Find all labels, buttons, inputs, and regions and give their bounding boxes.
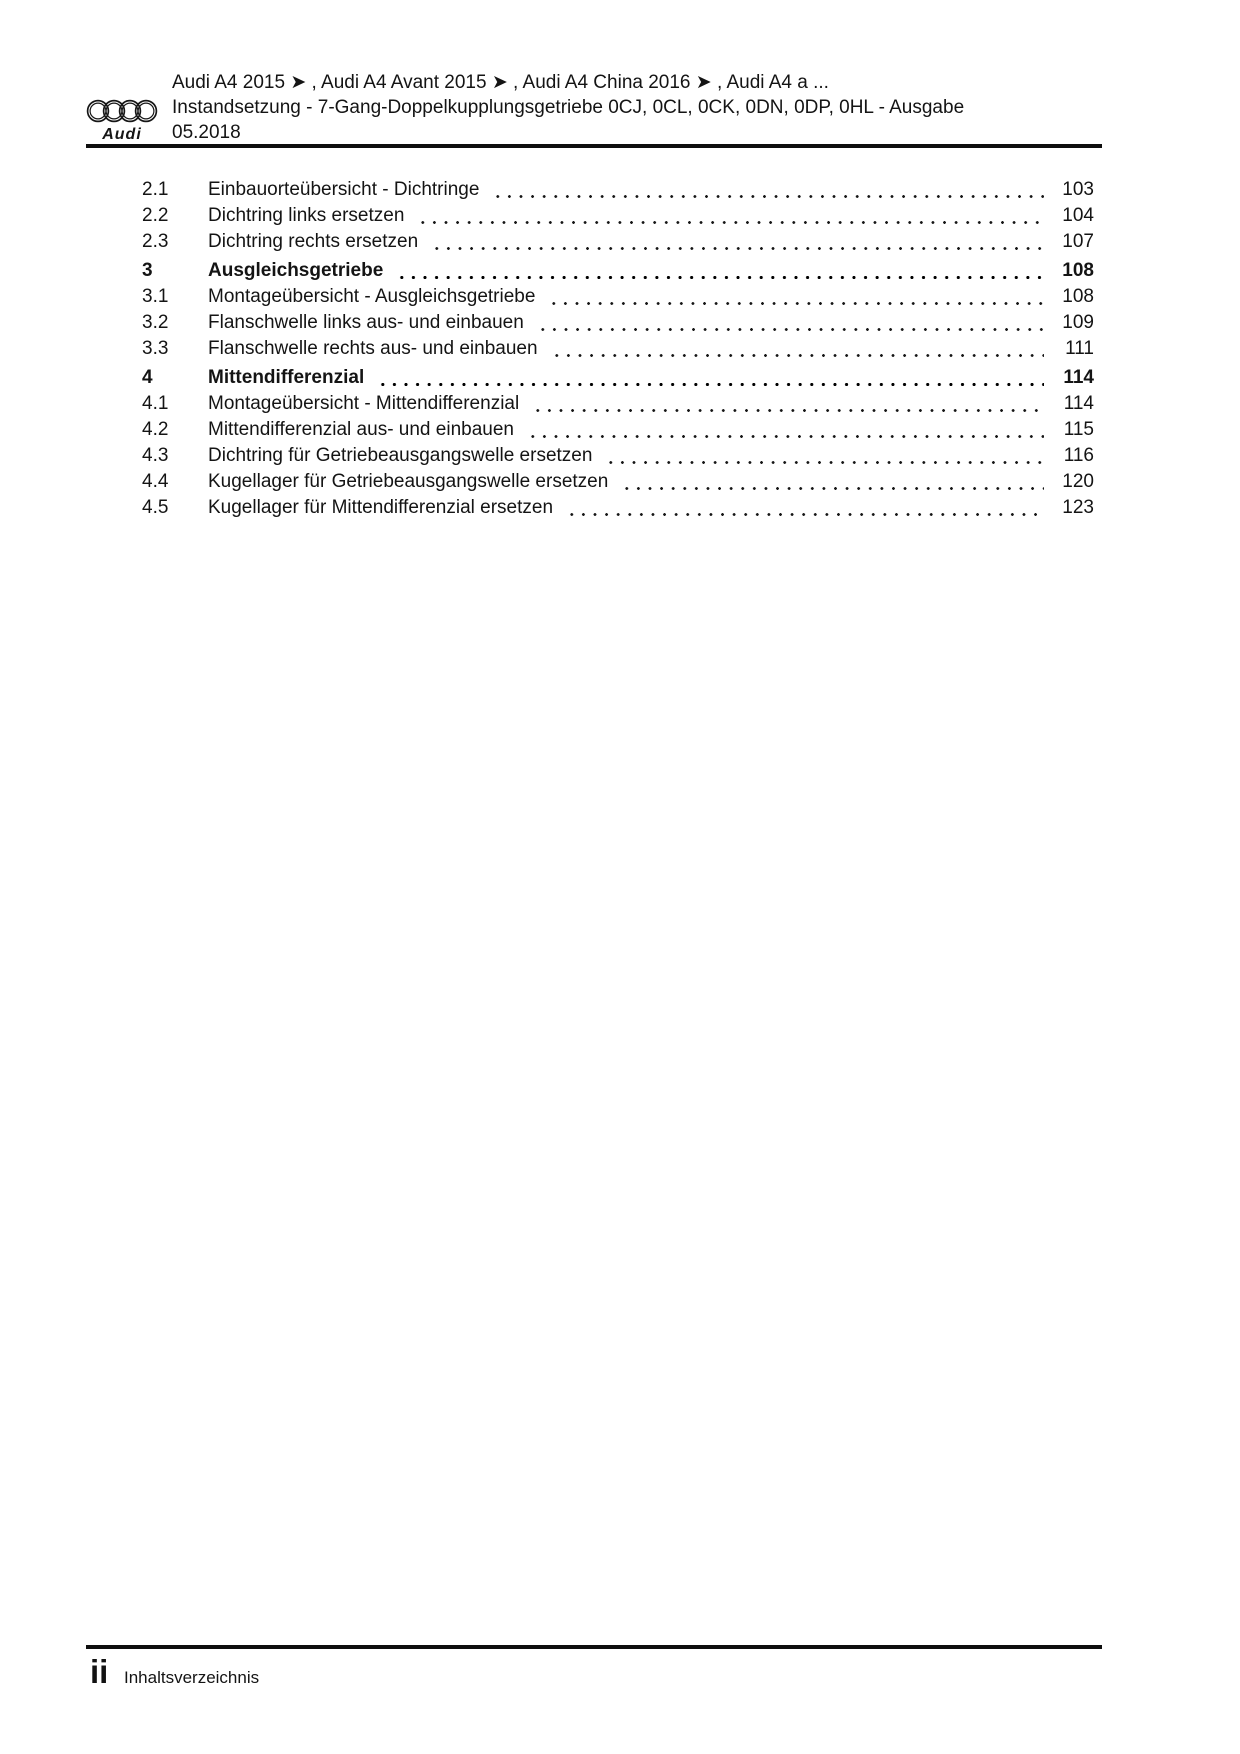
toc-entry-page: 107 bbox=[1062, 231, 1094, 252]
toc-entry-title: Flanschwelle rechts aus- und einbauen bbox=[208, 338, 538, 359]
footer-divider bbox=[86, 1645, 1102, 1649]
toc-entry-number: 3.3 bbox=[142, 338, 169, 359]
toc-entry-page: 111 bbox=[1065, 338, 1094, 359]
dot-leader bbox=[548, 284, 1044, 310]
toc-entry-title: Mittendifferenzial bbox=[208, 367, 365, 388]
toc-entry-title: Dichtring rechts ersetzen bbox=[208, 231, 419, 252]
toc-entry bbox=[142, 310, 1094, 336]
toc-entry-page: 114 bbox=[1063, 367, 1094, 388]
toc-entry-title: Flanschwelle links aus- und einbauen bbox=[208, 312, 524, 333]
audi-logo bbox=[84, 97, 160, 144]
dot-leader bbox=[377, 365, 1044, 391]
toc-entry bbox=[142, 177, 1094, 203]
toc-entry-title: Ausgleichsgetriebe bbox=[208, 260, 384, 281]
toc-entry-page: 123 bbox=[1062, 497, 1094, 518]
header-edition-line: 05.2018 bbox=[172, 122, 241, 143]
dot-leader bbox=[431, 229, 1044, 255]
toc-entry bbox=[142, 469, 1094, 495]
toc-entry bbox=[142, 229, 1094, 255]
toc-entry-page: 108 bbox=[1062, 260, 1094, 281]
dot-leader bbox=[566, 495, 1044, 521]
toc-entry-number: 3.1 bbox=[142, 286, 169, 307]
footer-section-title: Inhaltsverzeichnis bbox=[124, 1668, 260, 1687]
header-divider bbox=[86, 144, 1102, 148]
toc-entry-page: 116 bbox=[1063, 445, 1094, 466]
toc-entry-title: Dichtring für Getriebeausgangswelle ersetzen bbox=[208, 445, 593, 466]
toc-entry-page: 104 bbox=[1062, 205, 1094, 226]
dot-leader bbox=[551, 336, 1044, 362]
toc-list bbox=[142, 177, 1094, 521]
audi-logo-wordmark: Audi bbox=[102, 126, 142, 143]
toc-entry-title: Kugellager für Mittendifferenzial ersetzen bbox=[208, 497, 554, 518]
page-number-label: ii bbox=[90, 1653, 109, 1690]
toc-entry bbox=[142, 417, 1094, 443]
toc-entry-page: 120 bbox=[1062, 471, 1094, 492]
toc-entry bbox=[142, 284, 1094, 310]
dot-leader bbox=[621, 469, 1044, 495]
toc-entry-page: 103 bbox=[1062, 179, 1094, 200]
toc-entry bbox=[142, 258, 1094, 284]
toc-entry-title: Mittendifferenzial aus- und einbauen bbox=[208, 419, 514, 440]
toc-entry-title: Kugellager für Getriebeausgangswelle ersetzen bbox=[208, 471, 609, 492]
toc-entry-page: 109 bbox=[1062, 312, 1094, 333]
dot-leader bbox=[537, 310, 1044, 336]
dot-leader bbox=[605, 443, 1044, 469]
toc-entry-number: 4.5 bbox=[142, 497, 169, 518]
dot-leader bbox=[417, 203, 1044, 229]
toc-entry-number: 2.3 bbox=[142, 231, 169, 252]
toc-entry-title: Montageübersicht - Ausgleichsgetriebe bbox=[208, 286, 536, 307]
toc-entry-number: 4 bbox=[142, 367, 153, 388]
toc-entry-number: 3.2 bbox=[142, 312, 169, 333]
dot-leader bbox=[492, 177, 1044, 203]
toc-entry bbox=[142, 391, 1094, 417]
toc-entry-number: 4.4 bbox=[142, 471, 169, 492]
toc-entry-page: 108 bbox=[1062, 286, 1094, 307]
toc-entry bbox=[142, 495, 1094, 521]
audi-four-rings-icon bbox=[86, 97, 158, 125]
toc-entry-number: 4.1 bbox=[142, 393, 169, 414]
toc-entry bbox=[142, 365, 1094, 391]
dot-leader bbox=[532, 391, 1044, 417]
toc-entry-page: 114 bbox=[1063, 393, 1094, 414]
dot-leader bbox=[527, 417, 1044, 443]
dot-leader bbox=[396, 258, 1044, 284]
header-model-line: Audi A4 2015 ➤ , Audi A4 Avant 2015 ➤ , Audi A4 China 2016 ➤ , Audi A4 a ... bbox=[172, 72, 829, 93]
toc-entry-title: Montageübersicht - Mittendifferenzial bbox=[208, 393, 520, 414]
toc-entry-title: Dichtring links ersetzen bbox=[208, 205, 405, 226]
toc-entry-number: 4.2 bbox=[142, 419, 169, 440]
toc-entry-title: Einbauorteübersicht - Dichtringe bbox=[208, 179, 480, 200]
toc-entry-number: 2.1 bbox=[142, 179, 169, 200]
document-header bbox=[172, 70, 964, 145]
toc-entry-number: 3 bbox=[142, 260, 153, 281]
header-title-line: Instandsetzung - 7-Gang-Doppelkupplungsgetriebe 0CJ, 0CL, 0CK, 0DN, 0DP, 0HL - Ausgabe bbox=[172, 97, 965, 118]
toc-entry bbox=[142, 203, 1094, 229]
toc-entry-number: 4.3 bbox=[142, 445, 169, 466]
toc-entry bbox=[142, 443, 1094, 469]
toc-entry bbox=[142, 336, 1094, 362]
toc-entry-number: 2.2 bbox=[142, 205, 169, 226]
toc-entry-page: 115 bbox=[1063, 419, 1094, 440]
